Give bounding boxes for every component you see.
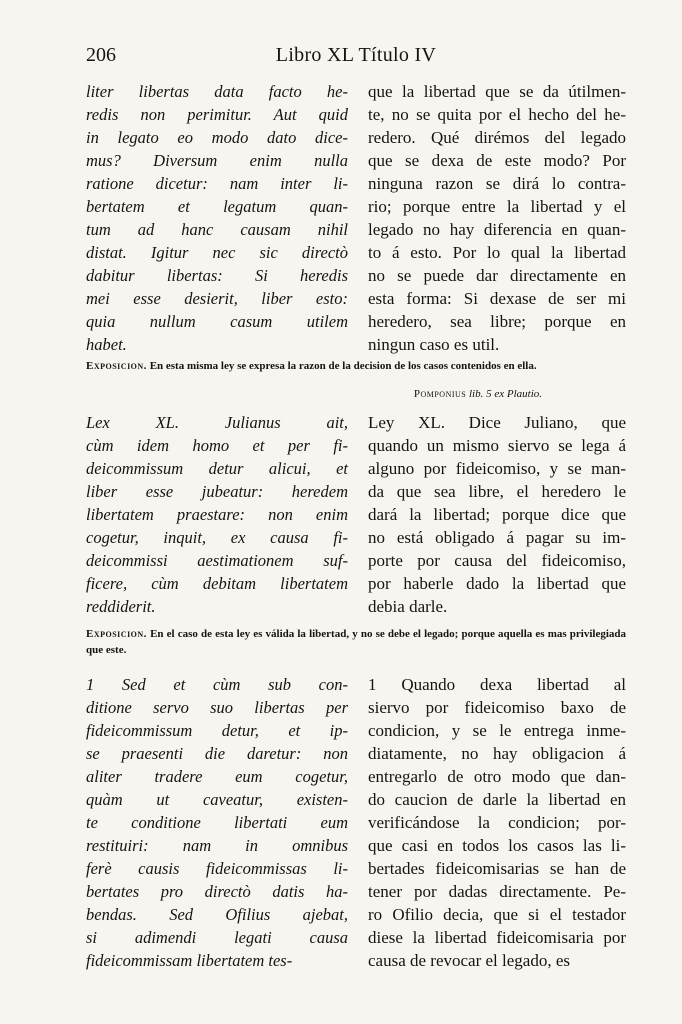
latin-line: te conditione libertati eum [86,813,348,832]
latin-line: bertatem et legatum quan- [86,197,348,216]
spanish-line: Ley XL. Dice Juliano, que [368,413,626,432]
spanish-line: ro Ofilio decia, que si el testador [368,905,626,924]
latin-line: redis non perimitur. Aut quid [86,105,348,124]
spanish-line: siervo por fideicomiso baxo de [368,698,626,717]
latin-line: si adimendi legati causa [86,928,348,947]
latin-line: ditione servo suo libertas per [86,698,348,717]
latin-line: quàm ut caveatur, existen- [86,790,348,809]
latin-column [86,411,348,618]
spanish-line: diese la libertad fideicomisaria por [368,928,626,947]
spanish-line: te, no se quita por el hecho del he- [368,105,626,124]
latin-line: liter libertas data facto he- [86,82,348,101]
spanish-line: heredero, sea libre; porque en [368,312,626,331]
spanish-line: verificándose la condicion; por- [368,813,626,832]
latin-column [86,80,348,356]
source-ref: lib. 5 ex Plautio. [468,388,542,400]
spanish-line: rio; porque entre la libertad y el [368,197,626,216]
spanish-line: alguno por fideicomiso, y se man- [368,459,626,478]
latin-line: 1 Sed et cùm sub con- [86,675,348,694]
latin-line: fideicommissam libertatem tes- [86,951,293,970]
exposicion-label: Exposicion. [86,360,147,372]
spanish-line: bertades fideicomisarias se han de [368,859,626,878]
latin-line: tum ad hanc causam nihil [86,220,348,239]
spanish-line: causa de revocar el legado, es [368,951,570,970]
latin-line: bendas. Sed Ofilius ajebat, [86,905,348,924]
running-title: Libro XL Título IV [275,44,437,66]
source-author: Pomponius [413,388,467,400]
latin-line: quia nullum casum utilem [86,312,348,331]
spanish-line: por haberle dado la libertad que [368,574,626,593]
latin-line: deicommissi aestimationem suf- [86,551,348,570]
section-1 [86,80,626,356]
latin-line: distat. Igitur nec sic directò [86,243,348,262]
latin-line: cogetur, inquit, ex causa fi- [86,528,348,547]
exposicion-text: En el caso de esta ley es válida la libertad, y no se debe el legado; porque aquella es mas privilegiada que este. [86,628,627,656]
spanish-line: dará la libertad; porque dice que [368,505,626,524]
spanish-line: esta forma: Si dexase de ser mi [368,289,626,308]
spanish-line: entregarlo de otro modo que dan- [368,767,626,786]
latin-column [86,673,348,972]
page-header [86,44,626,70]
exposicion-2 [86,626,626,658]
latin-line: se praesenti die daretur: non [86,744,348,763]
latin-line: dabitur libertas: Si heredis [86,266,348,285]
source-citation [414,388,542,400]
spanish-line: redero. Qué dirémos del legado [368,128,626,147]
page-number: 206 [86,44,116,66]
latin-line: liber esse jubeatur: heredem [86,482,348,501]
spanish-column [368,80,626,356]
latin-line: aliter tradere eum cogetur, [86,767,348,786]
spanish-line: porte por causa del fideicomiso, [368,551,626,570]
latin-line: ferè causis fideicommissas li- [86,859,348,878]
spanish-line: do caucion de darle la libertad en [368,790,626,809]
spanish-line: debia darle. [368,597,448,616]
latin-line: ficere, cùm debitam libertatem [86,574,348,593]
latin-line: deicommissum detur alicui, et [86,459,348,478]
spanish-line: no se puede dar directamente en [368,266,626,285]
latin-line: libertatem praestare: non enim [86,505,348,524]
spanish-line: 1 Quando dexa libertad al [368,675,626,694]
spanish-line: que casi en todos los casos las li- [368,836,626,855]
latin-line: bertates pro directò datis ha- [86,882,348,901]
exposicion-text: En esta misma ley se expresa la razon de la decision de los casos contenidos en ella. [149,360,537,372]
spanish-column [368,673,626,972]
latin-line: ratione dicetur: nam inter li- [86,174,348,193]
latin-line: restituiri: nam in omnibus [86,836,348,855]
exposicion-label: Exposicion. [86,628,147,640]
exposicion-1 [86,358,626,374]
latin-line: in legato eo modo dato dice- [86,128,348,147]
spanish-line: diatamente, no hay obligacion á [368,744,626,763]
spanish-column [368,411,626,618]
spanish-line: ningun caso es util. [368,335,500,354]
latin-line: mus? Diversum enim nulla [86,151,348,170]
spanish-line: que la libertad que se da útilmen- [368,82,626,101]
spanish-line: condicion, y se le entrega inme- [368,721,626,740]
latin-line: mei esse desierit, liber esto: [86,289,348,308]
latin-line: Lex XL. Julianus ait, [86,413,348,432]
latin-line: cùm idem homo et per fi- [86,436,348,455]
spanish-line: tener por dadas directamente. Pe- [368,882,626,901]
spanish-line: legado no hay diferencia en quan- [368,220,626,239]
spanish-line: to á esto. Por lo qual la libertad [368,243,626,262]
spanish-line: quando un mismo siervo se lega á [368,436,626,455]
spanish-line: ninguna razon se dirá lo contra- [368,174,626,193]
latin-line: habet. [86,335,127,354]
latin-line: reddiderit. [86,597,156,616]
latin-line: fideicommissum detur, et ip- [86,721,348,740]
spanish-line: que se dexa de este modo? Por [368,151,626,170]
section-3 [86,673,626,973]
spanish-line: da que sea libre, el heredero le [368,482,626,501]
section-2 [86,411,626,618]
spanish-line: no está obligado á pagar su im- [368,528,626,547]
